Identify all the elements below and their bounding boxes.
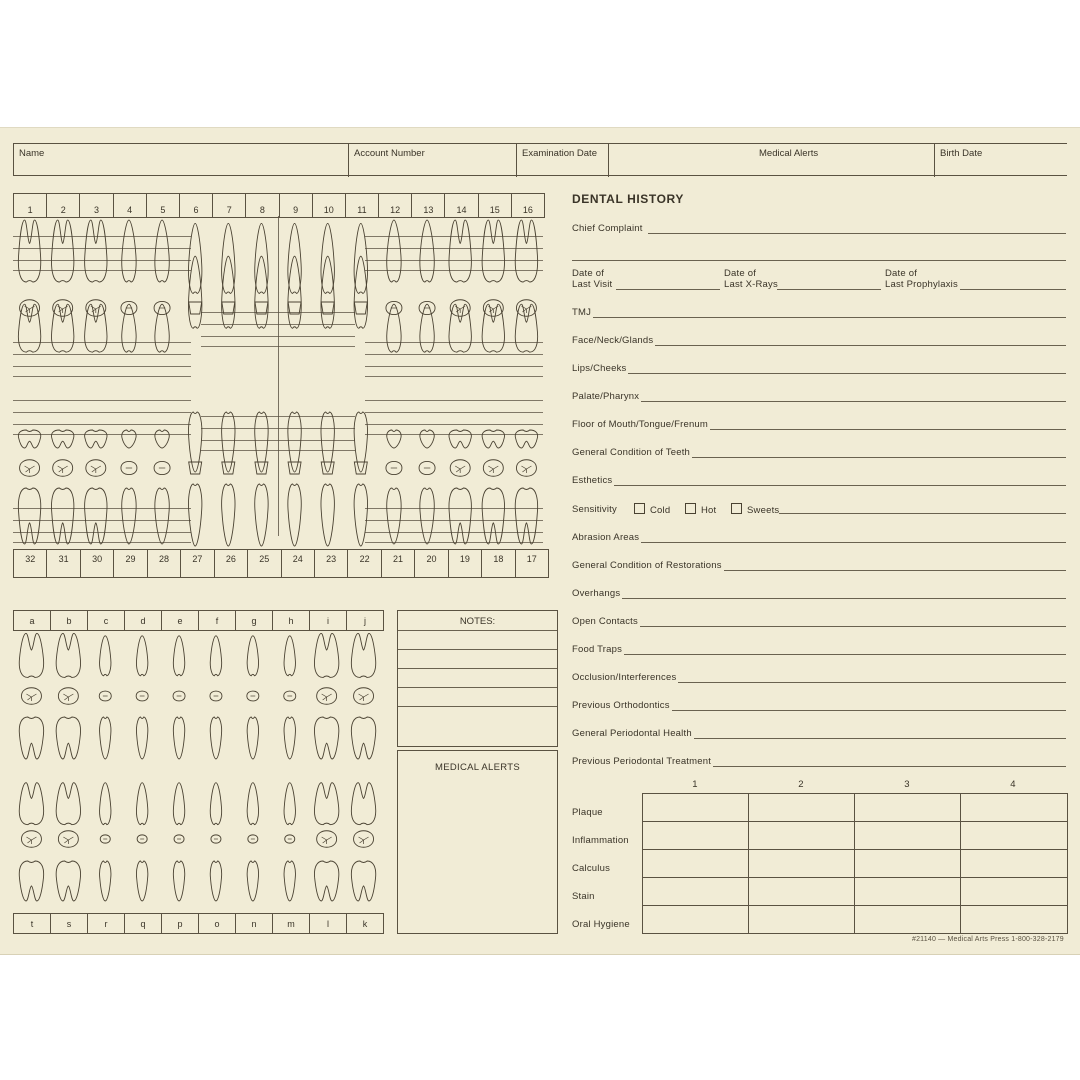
notes-line bbox=[398, 649, 557, 650]
chief-complaint-line-2[interactable] bbox=[572, 260, 1066, 261]
tooth-number-28: 28 bbox=[148, 550, 181, 577]
primary-upper-occlusal-fissure bbox=[322, 694, 332, 701]
primary-tooth-letter-j: j bbox=[364, 615, 366, 626]
last-prophy-label-2: Last Prophylaxis bbox=[885, 279, 958, 290]
dental-history-title: DENTAL HISTORY bbox=[572, 192, 684, 206]
upper-tooth-occlusal bbox=[86, 300, 106, 317]
history-item-line[interactable] bbox=[622, 598, 1066, 599]
upper-tooth-buccal bbox=[449, 220, 471, 282]
history-item-line[interactable] bbox=[694, 738, 1066, 739]
primary-tooth-letter-o: o bbox=[199, 914, 236, 933]
upper-tooth-occlusal bbox=[450, 300, 470, 317]
lower-tooth-buccal bbox=[354, 484, 367, 546]
upper-tooth-occlusal bbox=[53, 300, 73, 317]
primary-tooth-letter-k: k bbox=[362, 918, 368, 929]
primary-lower-buccal bbox=[351, 861, 375, 901]
primary-lower-letters bbox=[13, 913, 384, 934]
upper-tooth-lingual bbox=[420, 304, 434, 352]
primary-upper-lingual bbox=[314, 717, 338, 759]
primary-tooth-letter-c: c bbox=[88, 611, 125, 630]
primary-upper-buccal bbox=[136, 636, 147, 676]
history-item-line[interactable] bbox=[713, 766, 1066, 767]
upper-tooth-buccal bbox=[222, 223, 235, 293]
upper-tooth-buccal bbox=[188, 223, 201, 293]
primary-lower-lingual bbox=[173, 783, 184, 825]
upper-tooth-occlusal bbox=[483, 300, 503, 317]
upper-tooth-lingual bbox=[387, 304, 401, 352]
history-item-label: Palate/Pharynx bbox=[572, 391, 640, 402]
primary-lower-buccal bbox=[247, 861, 258, 901]
primary-lower-occlusal-fissure bbox=[26, 837, 36, 844]
perio-column-header: 4 bbox=[1010, 779, 1016, 790]
primary-tooth-letter-h: h bbox=[273, 611, 310, 630]
history-item-label: Previous Orthodontics bbox=[572, 700, 670, 711]
lower-tooth-lingual bbox=[18, 430, 40, 448]
history-item-line[interactable] bbox=[641, 542, 1066, 543]
upper-tooth-buccal bbox=[482, 220, 504, 282]
notes-line bbox=[398, 706, 557, 707]
history-item-label: Face/Neck/Glands bbox=[572, 335, 654, 346]
lower-tooth-occlusal-fissure bbox=[25, 466, 35, 473]
tooth-number-31: 31 bbox=[47, 550, 80, 577]
lower-tooth-buccal bbox=[387, 488, 401, 544]
tooth-number-15: 15 bbox=[479, 194, 512, 217]
primary-lower-occlusal-fissure bbox=[359, 837, 369, 844]
primary-tooth-letter-m: m bbox=[273, 914, 310, 933]
tooth-number-16: 16 bbox=[522, 205, 533, 215]
lower-tooth-buccal bbox=[321, 484, 334, 546]
primary-upper-lingual bbox=[210, 717, 221, 759]
lower-tooth-lingual bbox=[188, 412, 201, 472]
lower-tooth-buccal bbox=[288, 484, 301, 546]
lower-tooth-occlusal-fissure bbox=[58, 466, 68, 473]
tooth-number-27: 27 bbox=[181, 550, 214, 577]
history-item-label: General Condition of Restorations bbox=[572, 560, 722, 571]
last-xrays-label-1: Date of bbox=[724, 268, 757, 279]
lower-tooth-buccal bbox=[449, 488, 471, 544]
footer-text: #21140 — Medical Arts Press 1-800-328-2179 bbox=[912, 936, 1064, 943]
primary-upper-lingual bbox=[56, 717, 80, 759]
perio-row-label: Stain bbox=[572, 891, 595, 902]
primary-upper-buccal bbox=[247, 636, 258, 676]
primary-upper-lingual bbox=[284, 717, 295, 759]
upper-tooth-occlusal bbox=[20, 300, 40, 317]
last-xrays-line[interactable] bbox=[777, 289, 881, 290]
tooth-number-19: 19 bbox=[449, 550, 482, 577]
sensitivity-sweets[interactable] bbox=[731, 503, 779, 516]
tooth-number-11: 11 bbox=[346, 194, 379, 217]
sweets-checkbox[interactable] bbox=[731, 503, 742, 514]
tooth-number-32: 32 bbox=[14, 550, 47, 577]
tooth-number-8: 8 bbox=[246, 194, 279, 217]
history-item-label: Food Traps bbox=[572, 644, 623, 655]
primary-lower-buccal bbox=[284, 861, 295, 901]
history-item-label: Esthetics bbox=[572, 475, 613, 486]
primary-lower-buccal bbox=[19, 861, 43, 901]
primary-upper-buccal bbox=[210, 636, 221, 676]
history-item-line[interactable] bbox=[628, 373, 1066, 374]
sensitivity-hot[interactable] bbox=[685, 503, 716, 516]
history-item-line[interactable] bbox=[724, 570, 1066, 571]
lower-tooth-lingual bbox=[122, 430, 136, 448]
last-visit-label-2: Last Visit bbox=[572, 279, 613, 290]
tooth-number-22: 22 bbox=[348, 550, 381, 577]
primary-lower-buccal bbox=[100, 861, 111, 901]
history-item-label: Abrasion Areas bbox=[572, 532, 640, 543]
history-item-label: Overhangs bbox=[572, 588, 621, 599]
perio-column-header: 3 bbox=[904, 779, 910, 790]
lower-tooth-buccal bbox=[155, 488, 169, 544]
lower-tooth-lingual bbox=[387, 430, 401, 448]
upper-tooth-incisal bbox=[354, 302, 367, 314]
primary-upper-buccal bbox=[19, 633, 43, 677]
primary-tooth-letter-t: t bbox=[14, 914, 51, 933]
upper-tooth-buccal bbox=[387, 220, 401, 282]
primary-lower-occlusal bbox=[317, 831, 337, 848]
history-item-line[interactable] bbox=[678, 682, 1066, 683]
history-item-label: Occlusion/Interferences bbox=[572, 672, 677, 683]
primary-upper-buccal bbox=[56, 633, 80, 677]
notes-panel[interactable] bbox=[397, 610, 558, 747]
lower-tooth-lingual bbox=[321, 412, 334, 472]
sweets-label: Sweets bbox=[747, 505, 780, 516]
notes-label: NOTES: bbox=[459, 616, 496, 627]
birth-date-field[interactable] bbox=[935, 144, 1066, 177]
primary-upper-occlusal bbox=[354, 688, 374, 705]
lower-tooth-lingual bbox=[354, 412, 367, 472]
primary-lower-buccal bbox=[56, 861, 80, 901]
last-prophy-label-1: Date of bbox=[885, 268, 918, 279]
lower-tooth-occlusal-fissure bbox=[91, 466, 101, 473]
notes-line bbox=[398, 687, 557, 688]
primary-upper-occlusal-fissure bbox=[63, 694, 73, 701]
primary-lower-occlusal bbox=[354, 831, 374, 848]
cold-checkbox[interactable] bbox=[634, 503, 645, 514]
history-item-label: Floor of Mouth/Tongue/Frenum bbox=[572, 419, 709, 430]
history-item-line[interactable] bbox=[655, 345, 1066, 346]
primary-lower-occlusal-fissure bbox=[63, 837, 73, 844]
tooth-number-21: 21 bbox=[382, 550, 415, 577]
primary-tooth-letter-g: g bbox=[236, 611, 273, 630]
last-xrays-label-2: Last X-Rays bbox=[724, 279, 778, 290]
primary-lower-lingual bbox=[136, 783, 147, 825]
upper-tooth-buccal bbox=[155, 220, 169, 282]
lower-tooth-buccal bbox=[255, 484, 268, 546]
notes-line bbox=[398, 630, 557, 631]
lower-tooth-lingual bbox=[85, 430, 107, 448]
name-label: Name bbox=[19, 148, 45, 159]
history-item-line[interactable] bbox=[641, 401, 1066, 402]
header-fields bbox=[13, 143, 1067, 176]
lower-tooth-lingual bbox=[222, 412, 235, 472]
last-visit-label-1: Date of bbox=[572, 268, 605, 279]
primary-upper-occlusal-fissure bbox=[26, 694, 36, 701]
lower-tooth-buccal bbox=[85, 488, 107, 544]
upper-tooth-buccal bbox=[420, 220, 434, 282]
primary-upper-buccal bbox=[314, 633, 338, 677]
upper-tooth-buccal bbox=[515, 220, 537, 282]
primary-lower-lingual bbox=[284, 783, 295, 825]
primary-tooth-letter-p: p bbox=[162, 914, 199, 933]
primary-lower-occlusal bbox=[58, 831, 78, 848]
primary-upper-buccal bbox=[284, 636, 295, 676]
lower-tooth-occlusal bbox=[450, 460, 470, 477]
tooth-number-3: 3 bbox=[80, 194, 113, 217]
primary-lower-lingual bbox=[100, 783, 111, 825]
primary-lower-occlusal bbox=[21, 831, 41, 848]
upper-tooth-buccal bbox=[321, 223, 334, 293]
exam-label: Examination Date bbox=[522, 148, 597, 159]
lower-tooth-buccal bbox=[18, 488, 40, 544]
chief-complaint-line[interactable] bbox=[648, 233, 1066, 234]
examination-date-field[interactable] bbox=[517, 144, 609, 177]
primary-teeth-diagram bbox=[13, 629, 383, 913]
primary-tooth-letter-b: b bbox=[51, 611, 88, 630]
account-label: Account Number bbox=[354, 148, 425, 159]
primary-lower-lingual bbox=[210, 783, 221, 825]
history-item-line[interactable] bbox=[593, 317, 1066, 318]
tooth-number-2: 2 bbox=[47, 194, 80, 217]
primary-tooth-letter-a: a bbox=[14, 611, 51, 630]
history-item-label: General Periodontal Health bbox=[572, 728, 692, 739]
primary-tooth-letter-d: d bbox=[125, 611, 162, 630]
history-item-label: Lips/Cheeks bbox=[572, 363, 627, 374]
lower-tooth-buccal bbox=[222, 484, 235, 546]
tooth-number-18: 18 bbox=[482, 550, 515, 577]
primary-tooth-letter-i: i bbox=[310, 611, 347, 630]
tooth-number-24: 24 bbox=[282, 550, 315, 577]
primary-lower-buccal bbox=[314, 861, 338, 901]
tooth-number-20: 20 bbox=[415, 550, 448, 577]
history-item-label: TMJ bbox=[572, 307, 592, 318]
primary-upper-lingual bbox=[173, 717, 184, 759]
lower-tooth-numbers bbox=[13, 549, 549, 578]
lower-tooth-buccal bbox=[515, 488, 537, 544]
lower-tooth-lingual bbox=[420, 430, 434, 448]
tooth-number-17: 17 bbox=[526, 554, 537, 564]
sensitivity-line[interactable] bbox=[779, 513, 1066, 514]
primary-upper-lingual bbox=[247, 717, 258, 759]
perio-row-label: Plaque bbox=[572, 807, 603, 818]
tooth-number-6: 6 bbox=[180, 194, 213, 217]
lower-tooth-buccal bbox=[482, 488, 504, 544]
last-prophy-line[interactable] bbox=[960, 289, 1066, 290]
perio-column-header: 1 bbox=[692, 779, 698, 790]
primary-tooth-letter-q: q bbox=[125, 914, 162, 933]
primary-lower-buccal bbox=[210, 861, 221, 901]
lower-tooth-occlusal-fissure bbox=[521, 466, 531, 473]
primary-tooth-letter-r: r bbox=[88, 914, 125, 933]
upper-tooth-occlusal bbox=[516, 300, 536, 317]
primary-upper-lingual bbox=[100, 717, 111, 759]
history-item-line[interactable] bbox=[710, 429, 1066, 430]
perio-row-label: Oral Hygiene bbox=[572, 919, 630, 930]
hot-checkbox[interactable] bbox=[685, 503, 696, 514]
tooth-number-13: 13 bbox=[412, 194, 445, 217]
name-field[interactable] bbox=[14, 144, 349, 177]
hot-label: Hot bbox=[701, 505, 717, 516]
sensitivity-cold[interactable] bbox=[634, 503, 670, 516]
lower-tooth-buccal bbox=[420, 488, 434, 544]
primary-tooth-letter-s: s bbox=[51, 914, 88, 933]
history-item-line[interactable] bbox=[692, 457, 1066, 458]
tooth-number-14: 14 bbox=[445, 194, 478, 217]
history-item-label: Previous Periodontal Treatment bbox=[572, 756, 712, 767]
medical-alerts-field[interactable] bbox=[609, 144, 935, 177]
lower-tooth-buccal bbox=[51, 488, 73, 544]
upper-tooth-buccal bbox=[51, 220, 73, 282]
primary-tooth-letter-e: e bbox=[162, 611, 199, 630]
upper-tooth-lingual bbox=[122, 304, 136, 352]
permanent-teeth-diagram bbox=[13, 216, 548, 549]
lower-tooth-occlusal bbox=[516, 460, 536, 477]
tooth-number-1: 1 bbox=[14, 194, 47, 217]
lower-tooth-lingual bbox=[449, 430, 471, 448]
medical-alerts-panel[interactable] bbox=[397, 750, 558, 934]
history-item-label: Open Contacts bbox=[572, 616, 638, 627]
lower-tooth-buccal bbox=[122, 488, 136, 544]
lower-tooth-lingual bbox=[482, 430, 504, 448]
primary-upper-lingual bbox=[351, 717, 375, 759]
upper-tooth-buccal bbox=[354, 223, 367, 293]
primary-upper-occlusal bbox=[317, 688, 337, 705]
lower-tooth-occlusal bbox=[53, 460, 73, 477]
perio-row-label: Calculus bbox=[572, 863, 611, 874]
primary-upper-lingual bbox=[19, 717, 43, 759]
lower-tooth-occlusal bbox=[86, 460, 106, 477]
tooth-number-26: 26 bbox=[215, 550, 248, 577]
history-item-line[interactable] bbox=[672, 710, 1066, 711]
sensitivity-label: Sensitivity bbox=[572, 504, 617, 515]
lower-tooth-buccal bbox=[188, 484, 201, 546]
tooth-number-12: 12 bbox=[379, 194, 412, 217]
upper-tooth-numbers bbox=[13, 193, 545, 218]
tooth-number-7: 7 bbox=[213, 194, 246, 217]
medical-alerts-label: MEDICAL ALERTS bbox=[435, 762, 520, 773]
cold-label: Cold bbox=[650, 505, 671, 516]
tooth-number-29: 29 bbox=[114, 550, 147, 577]
primary-upper-occlusal bbox=[21, 688, 41, 705]
primary-upper-buccal bbox=[100, 636, 111, 676]
history-item-label: General Condition of Teeth bbox=[572, 447, 691, 458]
lower-tooth-occlusal-fissure bbox=[455, 466, 465, 473]
last-visit-line[interactable] bbox=[616, 289, 720, 290]
upper-tooth-buccal bbox=[122, 220, 136, 282]
primary-upper-occlusal-fissure bbox=[359, 694, 369, 701]
tooth-number-25: 25 bbox=[248, 550, 281, 577]
upper-tooth-buccal bbox=[85, 220, 107, 282]
tooth-number-4: 4 bbox=[114, 194, 147, 217]
primary-lower-buccal bbox=[136, 861, 147, 901]
tooth-number-5: 5 bbox=[147, 194, 180, 217]
primary-upper-occlusal bbox=[58, 688, 78, 705]
lower-tooth-occlusal-fissure bbox=[488, 466, 498, 473]
upper-tooth-buccal bbox=[18, 220, 40, 282]
primary-tooth-letter-f: f bbox=[199, 611, 236, 630]
lower-tooth-lingual bbox=[51, 430, 73, 448]
primary-upper-buccal bbox=[173, 636, 184, 676]
primary-lower-lingual bbox=[56, 783, 80, 825]
upper-tooth-incisal bbox=[189, 302, 202, 314]
upper-tooth-buccal bbox=[255, 223, 268, 293]
primary-upper-buccal bbox=[351, 633, 375, 677]
lower-tooth-occlusal bbox=[483, 460, 503, 477]
notes-line bbox=[398, 668, 557, 669]
primary-tooth-letter-n: n bbox=[236, 914, 273, 933]
primary-lower-lingual bbox=[351, 783, 375, 825]
chief-complaint-label: Chief Complaint bbox=[572, 223, 643, 234]
lower-tooth-lingual bbox=[288, 412, 301, 472]
tooth-number-9: 9 bbox=[280, 194, 313, 217]
lower-tooth-occlusal bbox=[20, 460, 40, 477]
lower-tooth-lingual bbox=[255, 412, 268, 472]
periodontal-grid-lines bbox=[642, 793, 1068, 934]
tooth-number-30: 30 bbox=[81, 550, 114, 577]
history-item-line[interactable] bbox=[624, 654, 1066, 655]
primary-lower-lingual bbox=[314, 783, 338, 825]
tooth-number-23: 23 bbox=[315, 550, 348, 577]
lower-tooth-lingual bbox=[515, 430, 537, 448]
primary-lower-lingual bbox=[247, 783, 258, 825]
primary-upper-lingual bbox=[136, 717, 147, 759]
history-item-line[interactable] bbox=[614, 485, 1066, 486]
birth-label: Birth Date bbox=[940, 148, 983, 159]
perio-column-header: 2 bbox=[798, 779, 804, 790]
upper-tooth-buccal bbox=[288, 223, 301, 293]
primary-tooth-letter-l: l bbox=[310, 914, 347, 933]
history-item-line[interactable] bbox=[640, 626, 1066, 627]
upper-tooth-lingual bbox=[155, 304, 169, 352]
lower-tooth-lingual bbox=[155, 430, 169, 448]
account-number-field[interactable] bbox=[349, 144, 517, 177]
primary-lower-buccal bbox=[173, 861, 184, 901]
alerts-label: Medical Alerts bbox=[759, 148, 819, 159]
tooth-number-10: 10 bbox=[313, 194, 346, 217]
primary-upper-letters bbox=[13, 610, 384, 631]
primary-lower-lingual bbox=[19, 783, 43, 825]
primary-lower-occlusal-fissure bbox=[322, 837, 332, 844]
perio-row-label: Inflammation bbox=[572, 835, 629, 846]
